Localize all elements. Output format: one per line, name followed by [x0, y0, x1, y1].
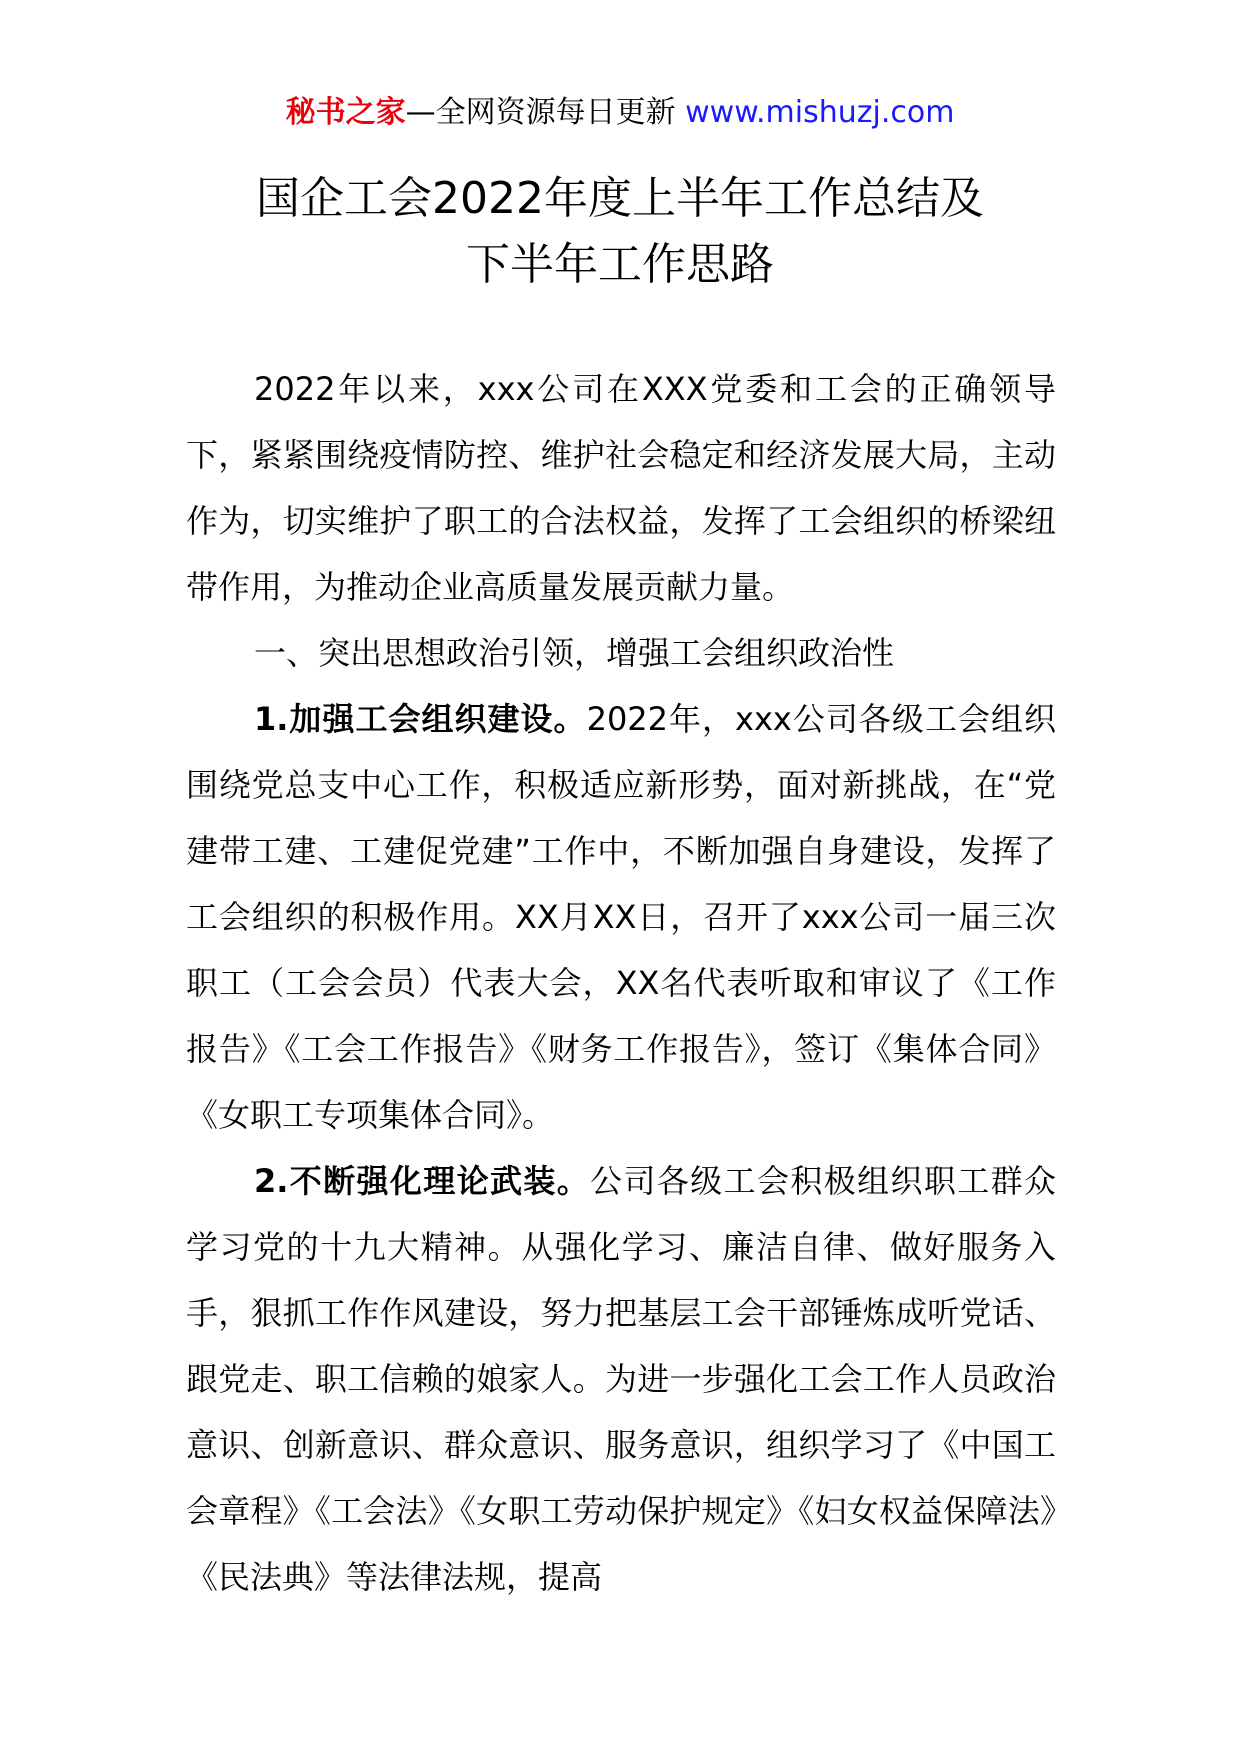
- brand-name: 秘书之家: [285, 95, 406, 130]
- paragraph-item-2: [186, 1148, 1056, 1610]
- paragraph-text: 2022年以来，xxx公司在XXX党委和工会的正确领导下，紧紧围绕疫情防控、维护社会稳定和经济发展大局，主动作为，切实维护了职工的合法权益，发挥了工会组织的桥梁纽带作用，为推动企业高质量发展贡献力量。: [186, 370, 1056, 606]
- item-2-text: 公司各级工会积极组织职工群众学习党的十九大精神。从强化学习、廉洁自律、做好服务入手，狠抓工作作风建设，努力把基层工会干部锤炼成听党话、跟党走、职工信赖的娘家人。为进一步强化工会工作人员政治意识、创新意识、群众意识、服务意识，组织学习了《中国工会章程》《工会法》《女职工劳动保护规定》《妇女权益保障法》《民法典》等法律法规，提高: [186, 1162, 1056, 1596]
- item-1-lead: 1.加强工会组织建设。: [254, 700, 587, 738]
- paragraph-item-1: [186, 686, 1056, 1148]
- title-line-1: 国企工会2022年度上半年工作总结及: [256, 173, 984, 224]
- section-heading-text: 一、突出思想政治引领，增强工会组织政治性: [254, 634, 895, 672]
- header-tagline: —全网资源每日更新: [405, 95, 676, 130]
- site-url-link[interactable]: www.mishuzj.com: [685, 95, 955, 130]
- title-line-2: 下半年工作思路: [466, 239, 774, 290]
- item-1-text: 2022年，xxx公司各级工会组织围绕党总支中心工作，积极适应新形势，面对新挑战，在“党建带工建、工建促党建”工作中，不断加强自身建设，发挥了工会组织的积极作用。XX月XX日，召开了xxx公司一届三次职工（工会会员）代表大会，XX名代表听取和审议了《工作报告》《工会工作报告》《财务工作报告》，签订《集体合同》《女职工专项集体合同》。: [186, 700, 1056, 1134]
- site-header: [0, 93, 1240, 133]
- document-body: [186, 356, 1056, 1610]
- paragraph-intro: [186, 356, 1056, 620]
- section-heading-1: [186, 620, 1056, 686]
- item-2-lead: 2.不断强化理论武装。: [254, 1162, 591, 1200]
- document-title: [0, 166, 1240, 298]
